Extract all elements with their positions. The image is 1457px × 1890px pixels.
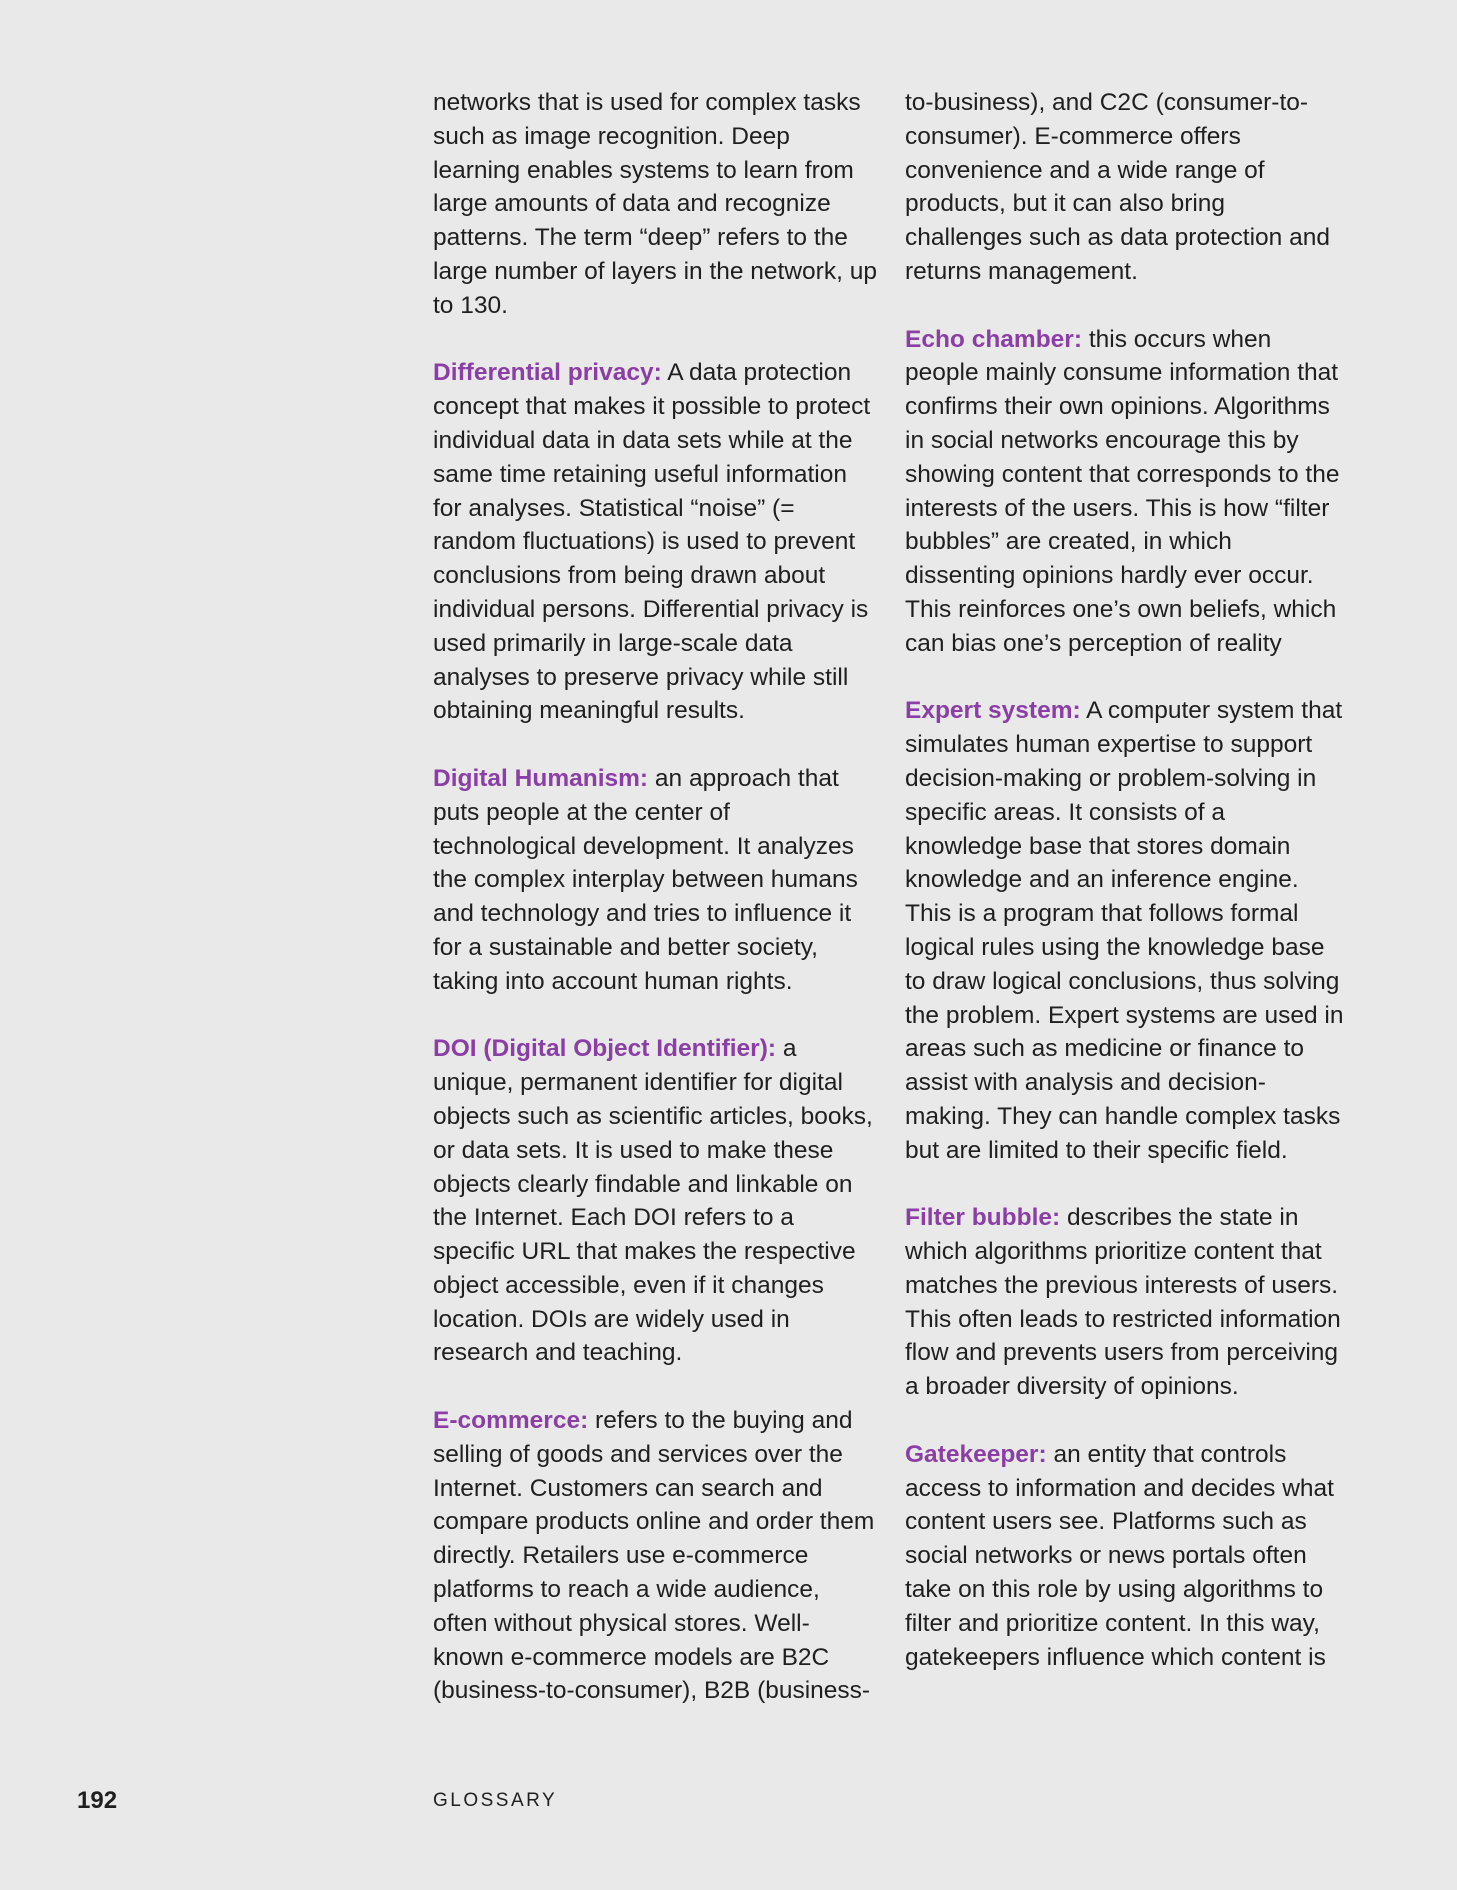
definition-echo-chamber: this occurs when people mainly consume information that confirms their own opinions. Algorithms in social networks encourage this by showing content that corresponds to the interests of the users. This is how “filter bubbles” are created, in which dissenting opinions hardly ever occur. This reinforces one’s own beliefs, which can bias one’s perception of reality [905,325,1340,657]
term-digital-humanism: Digital Humanism: [433,764,649,792]
glossary-column-right [905,86,1345,1708]
section-title: GLOSSARY [433,1790,558,1811]
term-gatekeeper: Gatekeeper: [905,1440,1047,1468]
glossary-entry-filter-bubble [905,1201,1345,1404]
definition-digital-humanism: an approach that puts people at the center of technological development. It analyzes the complex interplay between humans and technology and tries to influence it for a sustainable and better society, taking into account human rights. [433,764,858,995]
term-e-commerce: E-commerce: [433,1407,589,1435]
glossary-entry-e-commerce [433,1404,878,1708]
page-number: 192 [77,1787,118,1814]
term-echo-chamber: Echo chamber: [905,325,1082,353]
glossary-column-left [433,86,878,1742]
definition-doi: a unique, permanent identifier for digital objects such as scientific articles, books, or data sets. It is used to make these objects clearly findable and linkable on the Internet. Each DOI refers to a specific URL that makes the respective object accessible, even if it changes location. DOIs are widely used in research and teaching. [433,1035,873,1367]
glossary-entry-doi [433,1032,878,1370]
definition-filter-bubble: describes the state in which algorithms prioritize content that matches the previous interests of users. This often leads to restricted information flow and prevents users from perceiving a broader diversity of opinions. [905,1204,1341,1401]
definition-differential-privacy: A data protection concept that makes it possible to protect individual data in data sets while at the same time retaining useful information for analyses. Statistical “noise” (= random fluctuations) is used to prevent conclusions from being drawn about individual persons. Differential privacy is used primarily in large-scale data analyses to preserve privacy while still obtaining meaningful results. [433,359,871,725]
definition-gatekeeper: an entity that controls access to information and decides what content users see. Platforms such as social networks or news portals often take on this role by using algorithms to filter and prioritize content. In this way, gatekeepers influence which content is [905,1440,1334,1671]
term-doi: DOI (Digital Object Identifier): [433,1035,777,1063]
definition-expert-system: A computer system that simulates human expertise to support decision-making or problem-solving in specific areas. It consists of a knowledge base that stores domain knowledge and an inference engine. This is a program that follows formal logical rules using the knowledge base to draw logical conclusions, thus solving the problem. Expert systems are used in areas such as medicine or finance to assist with analysis and decision-making. They can handle complex tasks but are limited to their specific field. [905,697,1344,1164]
glossary-entry-digital-humanism [433,762,878,999]
glossary-entry-differential-privacy [433,356,878,728]
continued-definition-deep-learning: networks that is used for complex tasks such as image recognition. Deep learning enables systems to learn from large amounts of data and recognize patterns. The term “deep” refers to the large number of layers in the network, up to 130. [433,89,877,319]
glossary-entry-echo-chamber [905,323,1345,661]
term-differential-privacy: Differential privacy: [433,359,662,387]
definition-e-commerce: refers to the buying and selling of goods and services over the Internet. Customers can search and compare products online and order them directly. Retailers use e-commerce platforms to reach a wide audience, often without physical stores. Well-known e-commerce models are B2C (business-to-consumer), B2B (business- [433,1407,875,1705]
term-expert-system: Expert system: [905,697,1081,725]
glossary-entry-gatekeeper [905,1438,1345,1675]
glossary-entry-expert-system [905,694,1345,1167]
term-filter-bubble: Filter bubble: [905,1204,1061,1232]
continued-definition-e-commerce: to-business), and C2C (consumer-to-consumer). E-commerce offers convenience and a wide range of products, but it can also bring challenges such as data protection and returns management. [905,89,1330,285]
